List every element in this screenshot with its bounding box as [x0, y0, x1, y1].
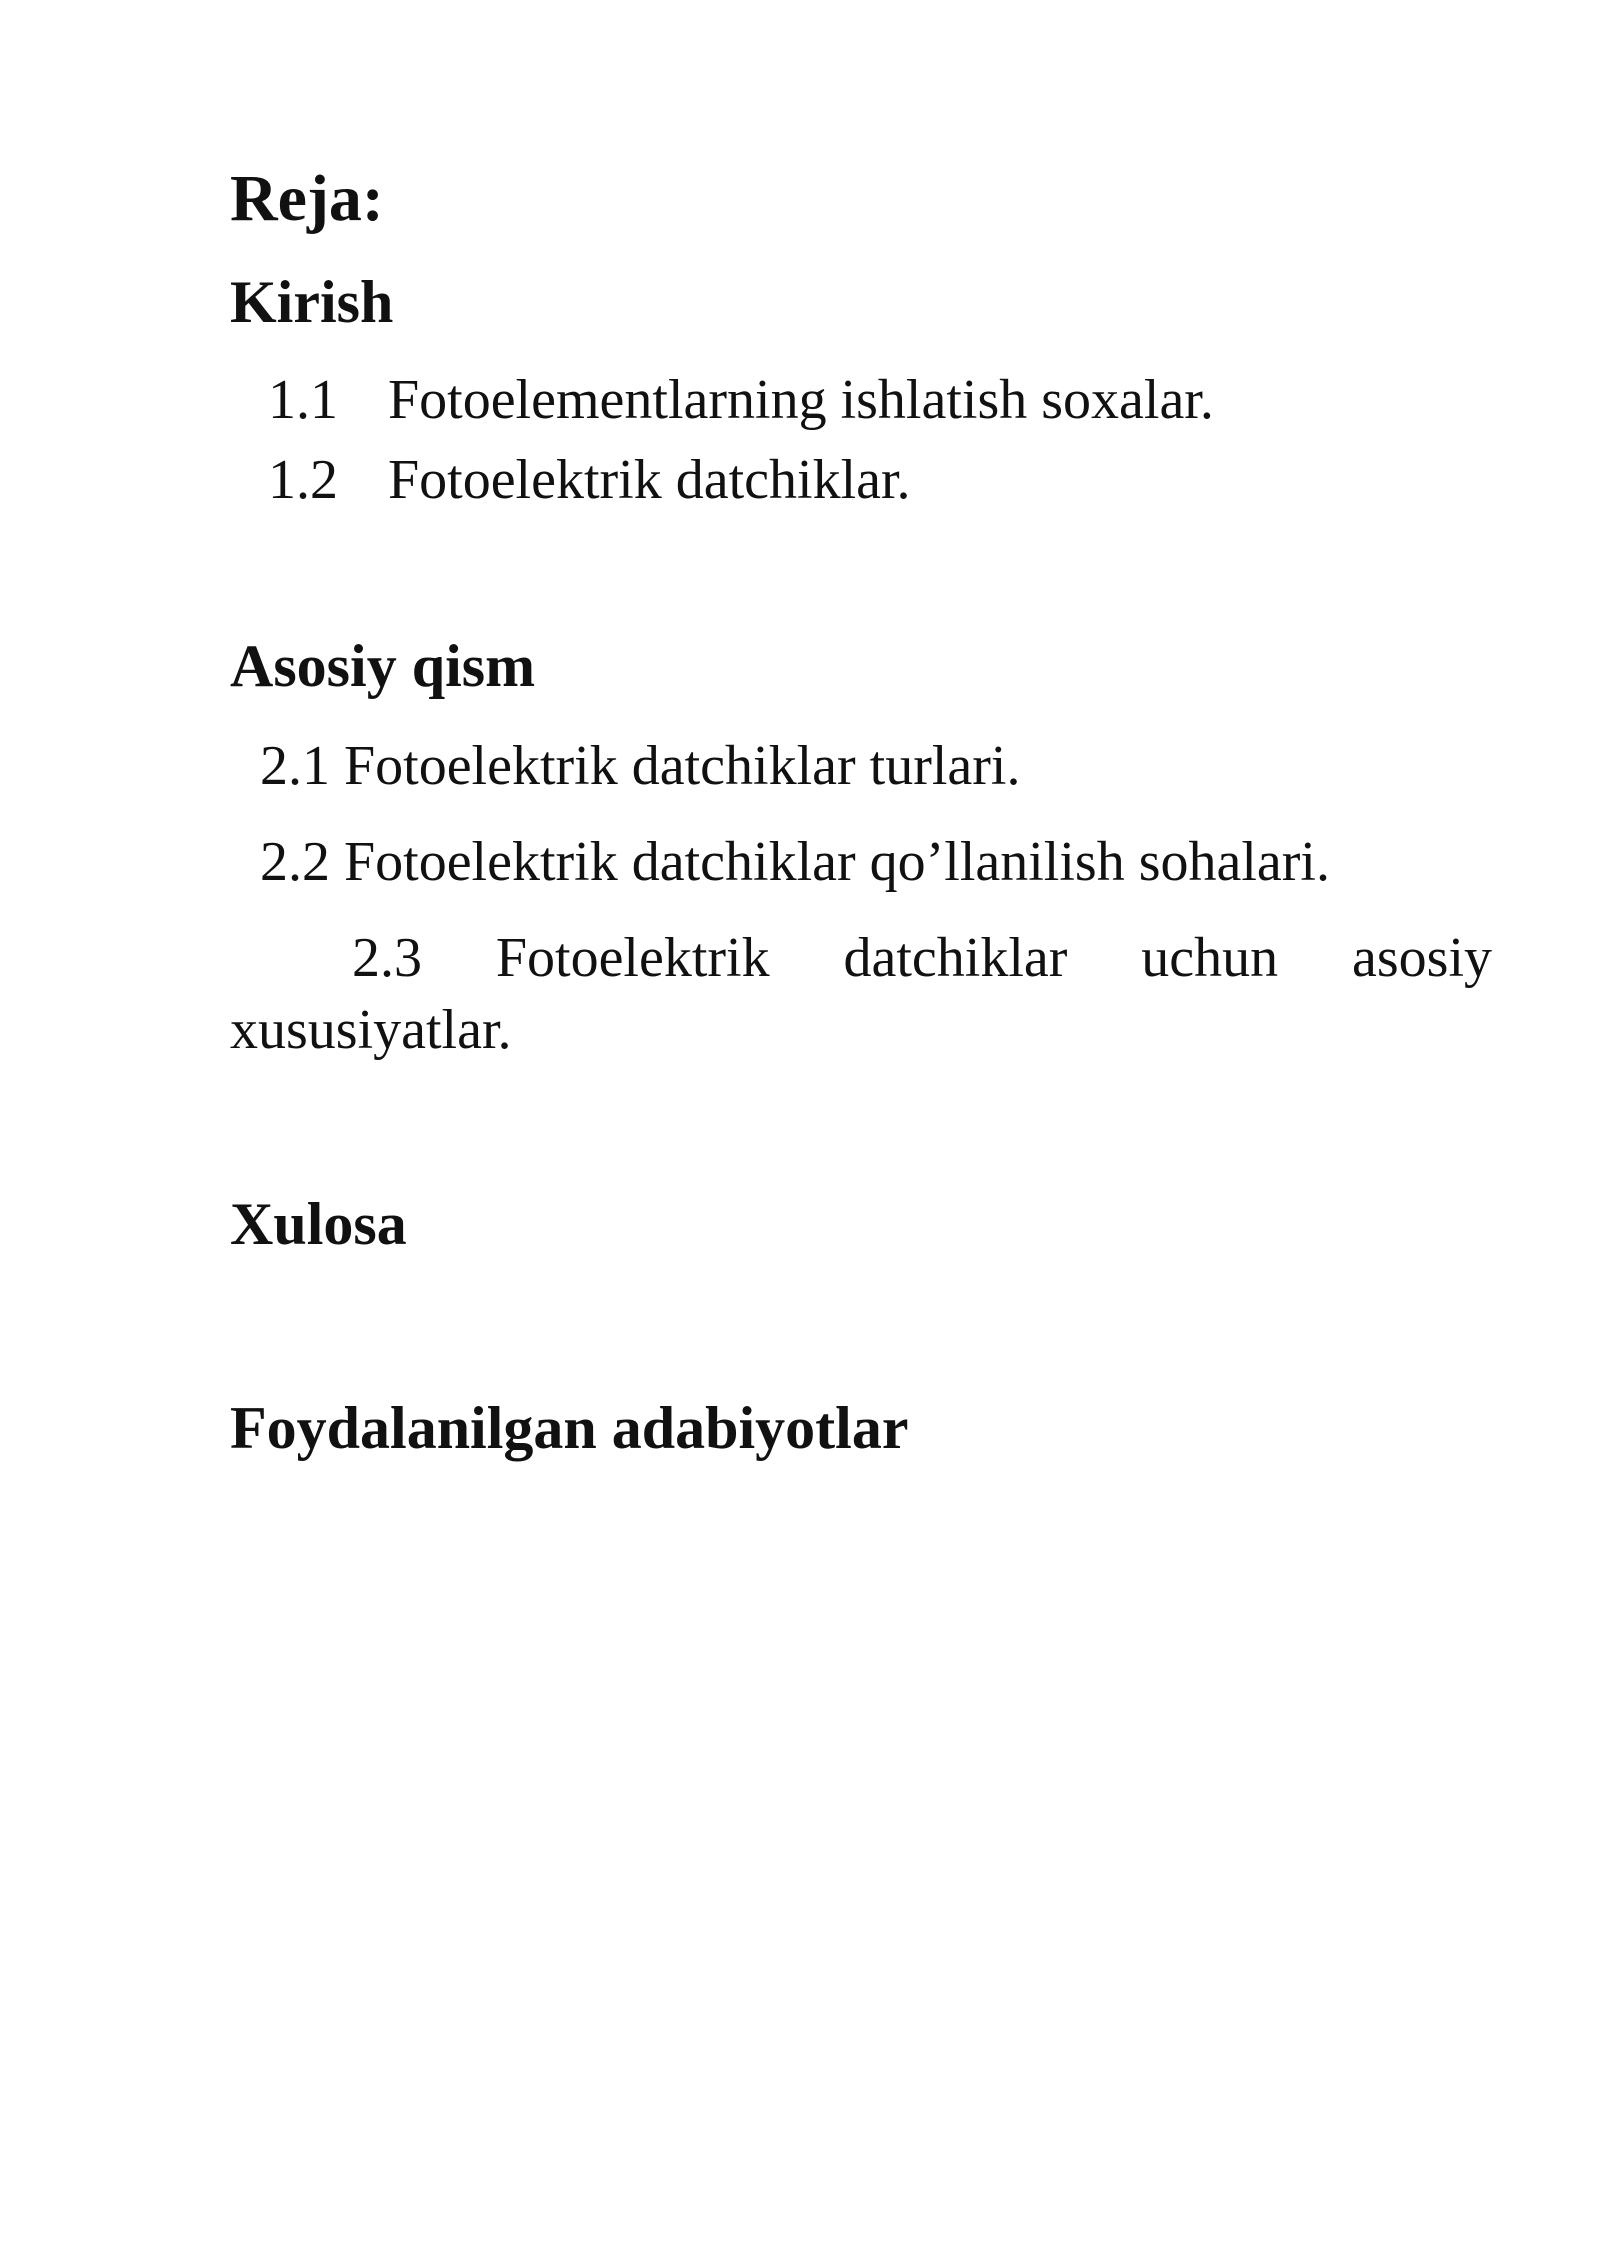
item-word: uchun: [1141, 927, 1279, 989]
plan-item-1-1: [268, 369, 1214, 431]
plan-item-1-2: [268, 449, 911, 511]
plan-item-2-2: [260, 831, 1330, 893]
item-number: 2.3: [352, 927, 422, 989]
section-heading-kirish: Kirish: [230, 269, 394, 335]
item-word: datchiklar: [843, 927, 1068, 989]
section-heading-xulosa: Xulosa: [230, 1191, 407, 1257]
item-text: Fotoelementlarning ishlatish soxalar.: [388, 369, 1214, 431]
section-heading-foydalanilgan-adabiyotlar: Foydalanilgan adabiyotlar: [230, 1395, 909, 1461]
item-number: 1.2: [268, 449, 338, 511]
page-title: Reja:: [230, 162, 384, 235]
item-text: Fotoelektrik datchiklar.: [388, 449, 911, 511]
item-word: Fotoelektrik: [495, 927, 770, 989]
item-number: 1.1: [268, 369, 338, 431]
plan-item-2-3-continuation: xususiyatlar.: [230, 999, 512, 1061]
item-text: Fotoelektrik datchiklar qo’llanilish sohalari.: [344, 831, 1330, 893]
section-heading-asosiy-qism: Asosiy qism: [230, 633, 536, 699]
plan-item-2-1: [260, 735, 1021, 797]
item-text: Fotoelektrik datchiklar turlari.: [344, 735, 1021, 797]
plan-item-2-3: [352, 927, 1492, 989]
item-word: asosiy: [1352, 927, 1492, 989]
item-number: 2.2: [260, 831, 330, 893]
item-number: 2.1: [260, 735, 330, 797]
